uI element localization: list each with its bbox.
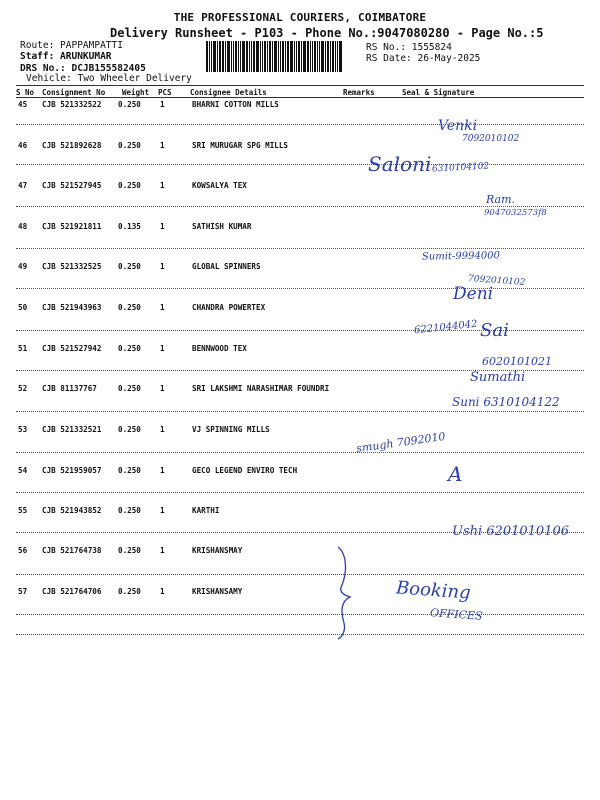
sno-cell: 53	[18, 425, 28, 434]
barcode-bar	[285, 41, 286, 72]
bracket-mark	[328, 545, 358, 640]
weight-cell: 0.250	[118, 587, 141, 596]
signature: Venki	[438, 118, 478, 134]
weight-cell: 0.250	[118, 384, 141, 393]
row-divider	[16, 614, 584, 615]
signature: 7092010102	[462, 134, 520, 144]
barcode-bar	[339, 41, 342, 72]
sno-cell: 55	[18, 506, 28, 515]
signature: Sai	[480, 320, 509, 341]
consignment-cell: CJB 521527942	[42, 344, 102, 353]
weight-cell: 0.250	[118, 344, 141, 353]
consignment-cell: CJB 521959057	[42, 466, 102, 475]
barcode-bar	[231, 41, 232, 72]
header-rule-bottom	[16, 97, 584, 98]
signature: A	[448, 462, 463, 486]
barcode-bar	[296, 41, 297, 72]
barcode-bar	[267, 41, 268, 72]
signature: Ram.	[486, 193, 516, 206]
sno-cell: 47	[18, 181, 28, 190]
barcode-bar	[310, 41, 311, 72]
sno-cell: 46	[18, 141, 28, 150]
pcs-cell: 1	[160, 303, 165, 312]
row-divider	[16, 164, 584, 165]
pcs-cell: 1	[160, 546, 165, 555]
weight-cell: 0.250	[118, 425, 141, 434]
signature: 6020101021	[482, 355, 552, 368]
barcode-bar	[225, 41, 226, 72]
consignee-cell: CHANDRA POWERTEX	[192, 303, 266, 312]
consignment-cell: CJB 521943852	[42, 506, 102, 515]
col-sno: S No	[16, 88, 35, 97]
pcs-cell: 1	[160, 344, 165, 353]
col-consignment: Consignment No	[42, 88, 106, 97]
signature: Suni 6310104122	[452, 395, 560, 409]
barcode-bar	[269, 41, 271, 72]
sno-cell: 54	[18, 466, 28, 475]
row-divider	[16, 206, 584, 207]
barcode-bar	[256, 41, 259, 72]
consignment-cell: CJB 521527945	[42, 181, 102, 190]
barcode-bar	[332, 41, 334, 72]
sno-cell: 51	[18, 344, 28, 353]
signature: Sumit-9994000	[421, 250, 500, 263]
barcode-bar	[227, 41, 230, 72]
pcs-cell: 1	[160, 384, 165, 393]
barcode-bar	[274, 41, 277, 72]
consignee-cell: SATHISH KUMAR	[192, 222, 252, 231]
sno-cell: 48	[18, 222, 28, 231]
vehicle-label: Vehicle: Two Wheeler Delivery	[26, 73, 192, 84]
consignee-cell: KRISHANSAMY	[192, 587, 243, 596]
barcode-bar	[235, 41, 237, 72]
rs-number: RS No.: 1555824	[366, 42, 452, 53]
barcode-bar	[303, 41, 306, 72]
consignee-cell: KRISHANSMAY	[192, 546, 243, 555]
barcode-bar	[246, 41, 248, 72]
barcode-bar	[325, 41, 326, 72]
pcs-cell: 1	[160, 141, 165, 150]
pcs-cell: 1	[160, 506, 165, 515]
pcs-cell: 1	[160, 222, 165, 231]
barcode-bar	[287, 41, 289, 72]
weight-cell: 0.250	[118, 181, 141, 190]
barcode-bar	[307, 41, 309, 72]
col-weight: Weight	[122, 88, 150, 97]
consignee-cell: SRI LAKSHMI NARASHIMAR FOUNDRI	[192, 384, 330, 393]
company-title: THE PROFESSIONAL COURIERS, COIMBATORE	[173, 11, 427, 24]
barcode-bar	[233, 41, 234, 72]
col-seal-signature: Seal & Signature	[402, 88, 475, 97]
weight-cell: 0.250	[118, 100, 141, 109]
signature: Deni	[453, 284, 494, 304]
consignee-cell: VJ SPINNING MILLS	[192, 425, 270, 434]
barcode-bar	[219, 41, 221, 72]
barcode-bar	[240, 41, 241, 72]
barcode-bar	[262, 41, 263, 72]
sno-cell: 57	[18, 587, 28, 596]
consignment-cell: CJB 521332525	[42, 262, 102, 271]
consignee-cell: GECO LEGEND ENVIRO TECH	[192, 466, 298, 475]
consignment-cell: CJB 521764738	[42, 546, 102, 555]
barcode-bar	[280, 41, 281, 72]
row-divider	[16, 248, 584, 249]
barcode-bar	[238, 41, 239, 72]
barcode-bar	[290, 41, 293, 72]
pcs-cell: 1	[160, 262, 165, 271]
barcode-bar	[242, 41, 245, 72]
barcode-bar	[253, 41, 255, 72]
row-divider	[16, 492, 584, 493]
sno-cell: 50	[18, 303, 28, 312]
barcode-bar	[260, 41, 261, 72]
barcode-bar	[217, 41, 218, 72]
row-divider	[16, 411, 584, 412]
row-divider	[16, 452, 584, 453]
barcode-bar	[335, 41, 336, 72]
row-divider	[16, 634, 584, 635]
consignment-cell: CJB 521892628	[42, 141, 102, 150]
sno-cell: 56	[18, 546, 28, 555]
row-divider	[16, 288, 584, 289]
weight-cell: 0.250	[118, 262, 141, 271]
row-divider	[16, 574, 584, 575]
header-rule-top	[16, 85, 584, 86]
consignee-cell: GLOBAL SPINNERS	[192, 262, 261, 271]
signature: 6221044042	[413, 318, 479, 337]
sno-cell: 45	[18, 100, 28, 109]
weight-cell: 0.250	[118, 506, 141, 515]
consignee-cell: KOWSALYA TEX	[192, 181, 247, 190]
signature: 6310104102	[431, 161, 490, 175]
barcode-bar	[312, 41, 313, 72]
col-remarks: Remarks	[343, 88, 375, 97]
barcode-bar	[327, 41, 329, 72]
drs-number: DRS No.: DCJB155582405	[20, 63, 146, 74]
signature: Booking	[395, 577, 472, 604]
barcode-bar	[249, 41, 250, 72]
barcode-bar	[222, 41, 224, 72]
pcs-cell: 1	[160, 425, 165, 434]
pcs-cell: 1	[160, 587, 165, 596]
signature: OFFICES	[429, 606, 484, 623]
consignment-cell: CJB 521764706	[42, 587, 102, 596]
barcode-bar	[298, 41, 300, 72]
consignee-cell: BHARNI COTTON MILLS	[192, 100, 279, 109]
consignment-cell: CJB 81137767	[42, 384, 97, 393]
barcode-bar	[301, 41, 302, 72]
consignment-cell: CJB 521332521	[42, 425, 102, 434]
barcode-bar	[206, 41, 208, 72]
barcode-bar	[294, 41, 295, 72]
weight-cell: 0.250	[118, 466, 141, 475]
barcode-bar	[337, 41, 338, 72]
consignment-cell: CJB 521332522	[42, 100, 102, 109]
barcode	[206, 41, 356, 72]
col-pcs: PCS	[158, 88, 172, 97]
runsheet-title: Delivery Runsheet - P103 - Phone No.:9047080280 - Page No.:5	[110, 26, 544, 40]
route-label: Route: PAPPAMPATTI	[20, 40, 123, 51]
barcode-bar	[317, 41, 318, 72]
barcode-bar	[282, 41, 284, 72]
signature: smugh 7092010	[355, 429, 447, 456]
signature: Sumathi	[470, 370, 526, 385]
weight-cell: 0.250	[118, 303, 141, 312]
barcode-bar	[209, 41, 210, 72]
signature: Ushi 6201010106	[452, 524, 569, 539]
pcs-cell: 1	[160, 466, 165, 475]
barcode-bar	[264, 41, 266, 72]
barcode-bar	[330, 41, 331, 72]
consignee-cell: BENNWOOD TEX	[192, 344, 247, 353]
consignee-cell: KARTHI	[192, 506, 220, 515]
weight-cell: 0.250	[118, 141, 141, 150]
pcs-cell: 1	[160, 181, 165, 190]
barcode-bar	[251, 41, 252, 72]
sno-cell: 52	[18, 384, 28, 393]
weight-cell: 0.250	[118, 546, 141, 555]
signature: 7092010102	[467, 274, 526, 288]
staff-label: Staff: ARUNKUMAR	[20, 51, 112, 62]
consignment-cell: CJB 521943963	[42, 303, 102, 312]
signature: 9047032573f8	[484, 208, 547, 218]
row-divider	[16, 124, 584, 125]
barcode-bar	[314, 41, 316, 72]
signature: Saloni	[368, 152, 432, 176]
barcode-bar	[278, 41, 279, 72]
barcode-bar	[321, 41, 324, 72]
barcode-bar	[211, 41, 212, 72]
barcode-bar	[272, 41, 273, 72]
weight-cell: 0.135	[118, 222, 141, 231]
consignee-cell: SRI MURUGAR SPG MILLS	[192, 141, 289, 150]
barcode-bar	[319, 41, 320, 72]
col-consignee: Consignee Details	[190, 88, 267, 97]
rs-date: RS Date: 26-May-2025	[366, 53, 481, 64]
consignment-cell: CJB 521921811	[42, 222, 102, 231]
pcs-cell: 1	[160, 100, 165, 109]
sno-cell: 49	[18, 262, 28, 271]
barcode-bar	[213, 41, 216, 72]
